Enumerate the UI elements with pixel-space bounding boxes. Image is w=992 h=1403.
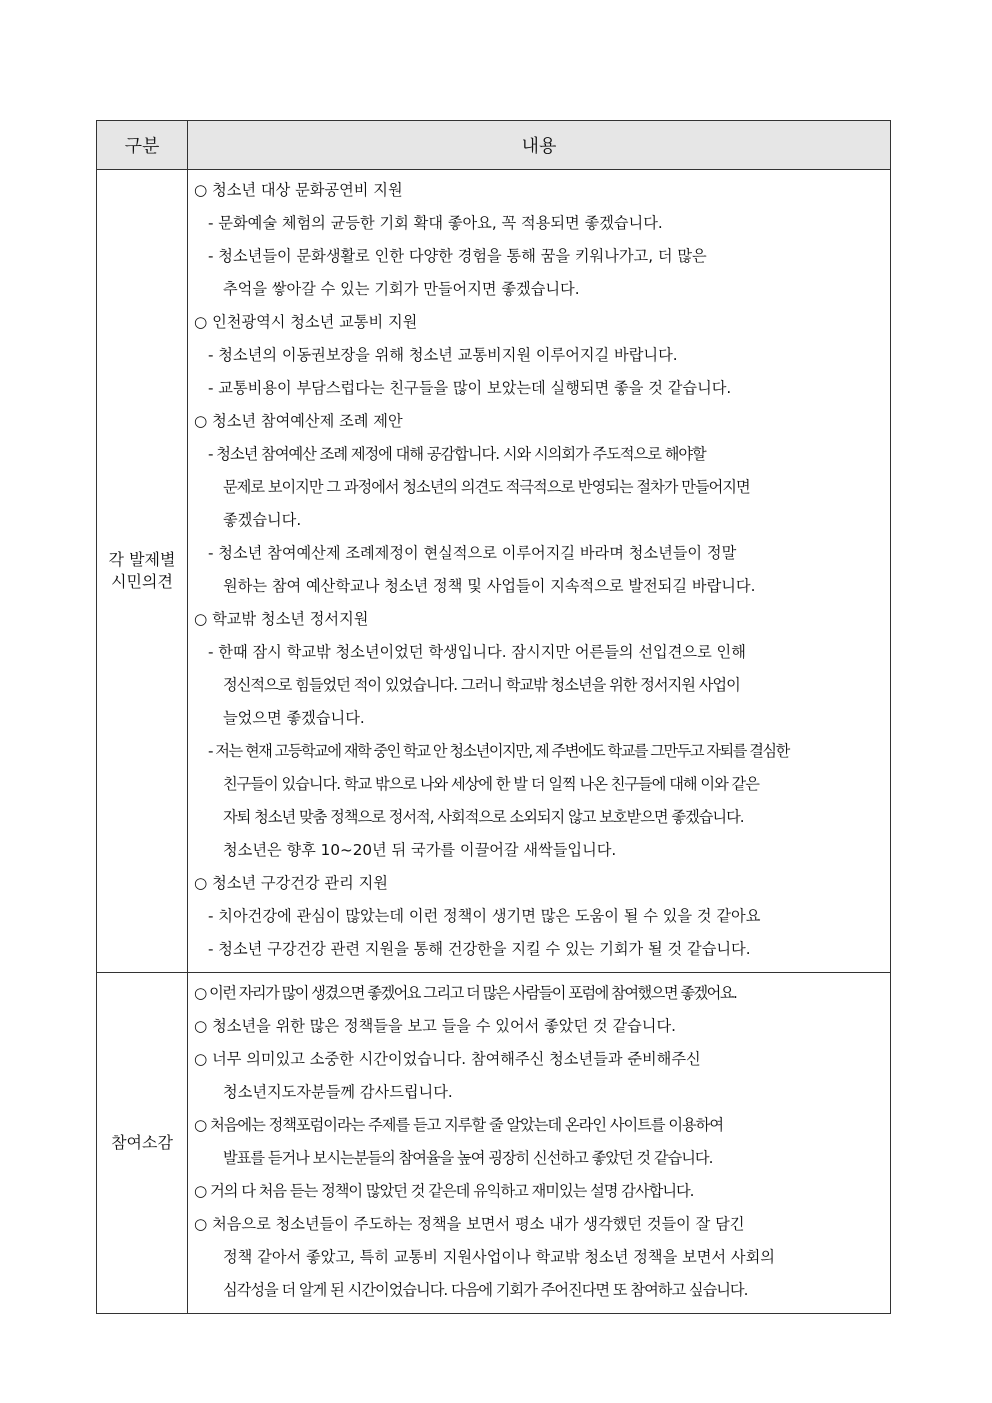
opinion-table: [96, 120, 891, 1314]
content-line: ○ 너무 의미있고 소중한 시간이었습니다. 참여해주신 청소년들과 준비해주신: [194, 1050, 701, 1068]
impressions-content: [188, 973, 891, 1314]
table-row-impressions: [97, 973, 891, 1314]
content-line: - 청소년의 이동권보장을 위해 청소년 교통비지원 이루어지길 바랍니다.: [208, 346, 678, 364]
content-line: ○ 처음에는 정책포럼이라는 주제를 듣고 지루할 줄 알았는데 온라인 사이트를 이용하여: [194, 1116, 724, 1134]
content-line: 친구들이 있습니다. 학교 밖으로 나와 세상에 한 발 더 일찍 나온 친구들에 대해 이와 같은: [223, 775, 759, 793]
content-line: 정책 같아서 좋았고, 특히 교통비 지원사업이나 학교밖 청소년 정책을 보면서 사회의: [223, 1248, 775, 1266]
content-line: - 교통비용이 부담스럽다는 친구들을 많이 보았는데 실행되면 좋을 것 같습니다.: [208, 379, 732, 397]
content-line: ○ 청소년 참여예산제 조례 제안: [194, 412, 403, 430]
content-line: 정신적으로 힘들었던 적이 있었습니다. 그러니 학교밖 청소년을 위한 정서지원 사업이: [223, 676, 740, 694]
content-line: - 저는 현재 고등학교에 재학 중인 학교 안 청소년이지만, 제 주변에도 학교를 그만두고 자퇴를 결심한: [208, 742, 789, 760]
content-line: 좋겠습니다.: [223, 511, 302, 529]
content-line: 문제로 보이지만 그 과정에서 청소년의 의견도 적극적으로 반영되는 절차가 만들어지면: [223, 478, 750, 496]
content-line: 늘었으면 좋겠습니다.: [223, 709, 365, 727]
row-label-line1: 각 발제별: [108, 550, 176, 569]
table-header-row: [97, 121, 891, 170]
content-line: - 치아건강에 관심이 많았는데 이런 정책이 생기면 많은 도움이 될 수 있을 것 같아요: [208, 907, 761, 925]
content-line: ○ 청소년을 위한 많은 정책들을 보고 들을 수 있어서 좋았던 것 같습니다.: [194, 1017, 676, 1035]
header-category: 구분: [97, 121, 188, 170]
content-line: 심각성을 더 알게 된 시간이었습니다. 다음에 기회가 주어진다면 또 참여하고 싶습니다.: [223, 1281, 748, 1299]
content-line: - 청소년 구강건강 관련 지원을 통해 건강한을 지킬 수 있는 기회가 될 것 같습니다.: [208, 940, 751, 958]
content-line: - 청소년 참여예산 조례 제정에 대해 공감합니다. 시와 시의회가 주도적으로 해야할: [208, 445, 706, 463]
content-line: ○ 인천광역시 청소년 교통비 지원: [194, 313, 418, 331]
content-line: 청소년은 향후 10~20년 뒤 국가를 이끌어갈 새싹들입니다.: [223, 841, 617, 859]
content-line: - 한때 잠시 학교밖 청소년이었던 학생입니다. 잠시지만 어른들의 선입견으로 인해: [208, 643, 746, 661]
row-label-line2: 시민의견: [111, 572, 173, 591]
content-line: ○ 청소년 구강건강 관리 지원: [194, 874, 388, 892]
content-line: - 청소년 참여예산제 조례제정이 현실적으로 이루어지길 바라며 청소년들이 정말: [208, 544, 737, 562]
opinion-table-container: [96, 120, 891, 1314]
table-row-opinions: [97, 170, 891, 973]
opinions-content: [188, 170, 891, 973]
content-line: 자퇴 청소년 맞춤 정책으로 정서적, 사회적으로 소외되지 않고 보호받으면 좋겠습니다.: [223, 808, 744, 826]
content-line: 발표를 듣거나 보시는분들의 참여율을 높여 굉장히 신선하고 좋았던 것 같습니다.: [223, 1149, 713, 1167]
content-line: ○ 이런 자리가 많이 생겼으면 좋겠어요 그리고 더 많은 사람들이 포럼에 참여했으면 좋겠어요.: [194, 984, 737, 1002]
content-line: ○ 청소년 대상 문화공연비 지원: [194, 181, 403, 199]
content-line: 청소년지도자분들께 감사드립니다.: [223, 1083, 453, 1101]
row-label-impressions: 참여소감: [97, 973, 188, 1314]
content-line: - 문화예술 체험의 균등한 기회 확대 좋아요, 꼭 적용되면 좋겠습니다.: [208, 214, 663, 232]
content-line: 추억을 쌓아갈 수 있는 기회가 만들어지면 좋겠습니다.: [223, 280, 580, 298]
row-label-opinions: [97, 170, 188, 973]
header-content: 내용: [188, 121, 891, 170]
content-line: ○ 학교밖 청소년 정서지원: [194, 610, 369, 628]
content-line: ○ 처음으로 청소년들이 주도하는 정책을 보면서 평소 내가 생각했던 것들이 잘 담긴: [194, 1215, 745, 1233]
content-line: - 청소년들이 문화생활로 인한 다양한 경험을 통해 꿈을 키워나가고, 더 많은: [208, 247, 707, 265]
content-line: 원하는 참여 예산학교나 청소년 정책 및 사업들이 지속적으로 발전되길 바랍니다.: [223, 577, 756, 595]
content-line: ○ 거의 다 처음 듣는 정책이 많았던 것 같은데 유익하고 재미있는 설명 감사합니다.: [194, 1182, 694, 1200]
